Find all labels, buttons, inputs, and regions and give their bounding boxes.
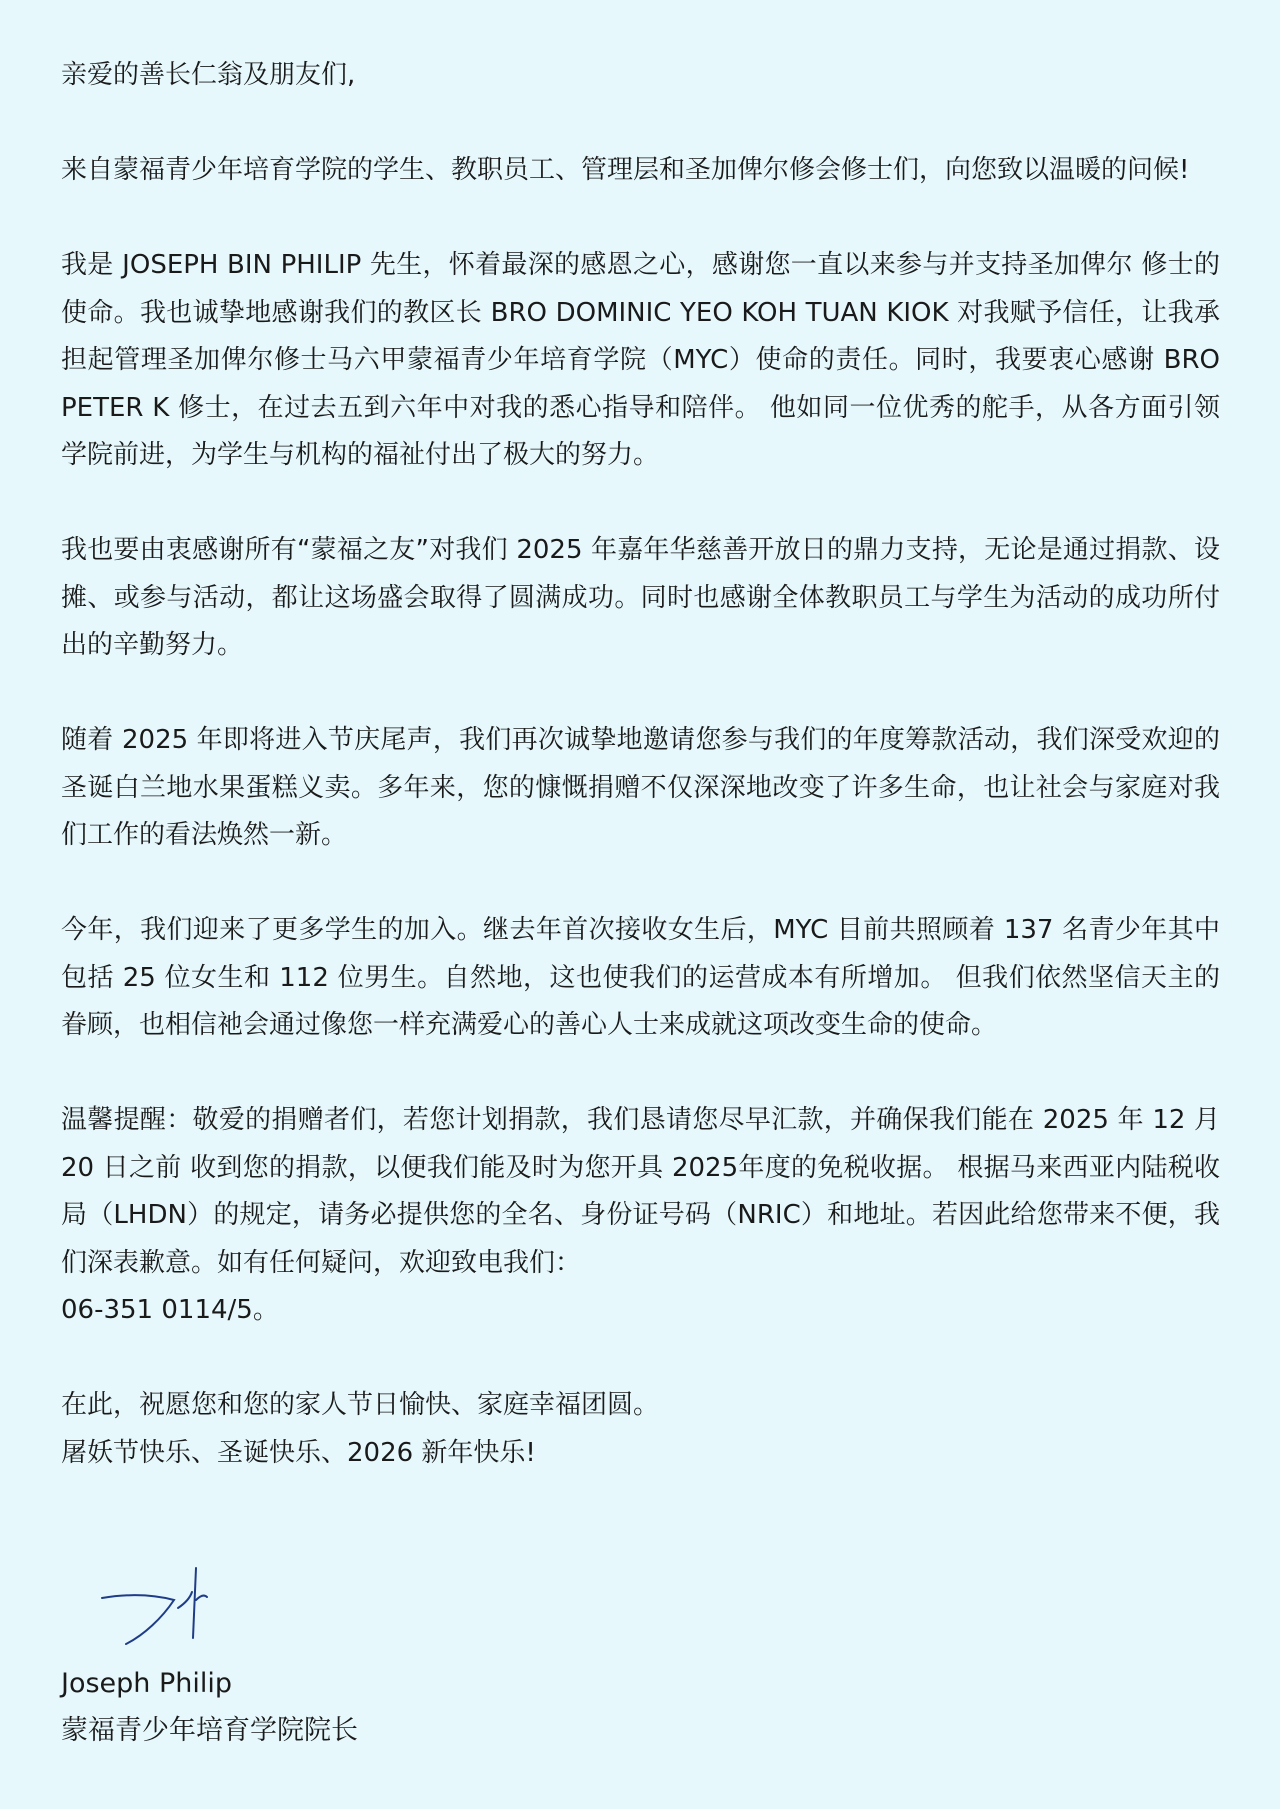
paragraph-greetings: 来自蒙福青少年培育学院的学生、教职员工、管理层和圣加俾尔修会修士们，向您致以温暖的问候!: [61, 155, 1190, 185]
paragraph-introduction: 我是 JOSEPH BIN PHILIP 先生，怀着最深的感恩之心，感谢您一直以来参与并支持圣加俾尔 修士的使命。我也诚挚地感谢我们的教区长 BRO DOMINIC YEO KOH TUAN KIOK 对我赋予信任，让我承担起管理圣加俾尔修士马六甲蒙福青少年培育学院（MYC）使命的责任。同时，我要衷心感谢 BRO PETER K 修士，在过去五到六年中对我的悉心指导和陪伴。 他如同一位优秀的舵手，从各方面引领学院前进，为学生与机构的福祉付出了极大的努力。: [61, 250, 1220, 470]
letter-body: [61, 52, 1220, 1477]
paragraph-student-growth: 今年，我们迎来了更多学生的加入。继去年首次接收女生后，MYC 目前共照顾着 137 名青少年其中包括 25 位女生和 112 位男生。自然地，这也使我们的运营成本有所增加。 但我们依然坚信天主的眷顾，也相信祂会通过像您一样充满爱心的善心人士来成就这项改变生命的使命。: [61, 915, 1220, 1040]
signer-title: 蒙福青少年培育学院院长: [61, 1715, 358, 1746]
paragraph-carnival-thanks: 我也要由衷感谢所有“蒙福之友”对我们 2025 年嘉年华慈善开放日的鼎力支持，无论是通过捐款、设摊、或参与活动，都让这场盛会取得了圆满成功。同时也感谢全体教职员工与学生为活动的成功所付出的辛勤努力。: [61, 535, 1220, 660]
paragraph-donation-reminder: 温馨提醒：敬爱的捐赠者们，若您计划捐款，我们恳请您尽早汇款，并确保我们能在 2025 年 12 月 20 日之前 收到您的捐款，以便我们能及时为您开具 2025年度的免税收据。 根据马来西亚内陆税收局（LHDN）的规定，请务必提供您的全名、身份证号码（NRIC）和地址。若因此给您带来不便，我们深表歉意。如有任何疑问，欢迎致电我们：: [61, 1105, 1220, 1278]
signature-block: [61, 1560, 561, 1754]
letter-greeting: 亲爱的善长仁翁及朋友们,: [61, 60, 356, 90]
contact-phone: 06-351 0114/5。: [61, 1295, 279, 1325]
paragraph-fundraising-invitation: 随着 2025 年即将进入节庆尾声，我们再次诚挚地邀请您参与我们的年度筹款活动，我们深受欢迎的圣诞白兰地水果蛋糕义卖。多年来，您的慷慨捐赠不仅深深地改变了许多生命，也让社会与家庭对我们工作的看法焕然一新。: [61, 725, 1220, 850]
handwritten-signature: [96, 1560, 266, 1660]
festive-greetings: 屠妖节快乐、圣诞快乐、2026 新年快乐!: [61, 1437, 536, 1468]
closing-wishes: 在此，祝愿您和您的家人节日愉快、家庭幸福团圆。: [61, 1390, 660, 1420]
signer-name: Joseph Philip: [61, 1668, 233, 1699]
